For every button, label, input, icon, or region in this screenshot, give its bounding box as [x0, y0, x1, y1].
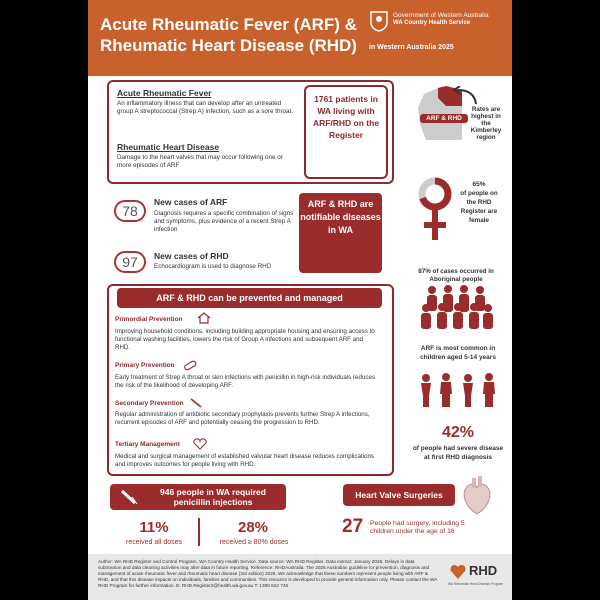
prevention-box	[107, 284, 394, 476]
rhd-logo-icon	[450, 564, 466, 580]
severe-text: of people had severe disease at first RHD diagnosis	[412, 445, 504, 461]
children-text: ARF is most common in children aged 5-14 years	[420, 345, 496, 361]
gov-line2: WA Country Health Service	[393, 20, 471, 26]
gov-line1: Government of Western Australia	[393, 12, 489, 19]
arf-new-title: New cases of ARF	[154, 197, 228, 207]
definitions-box	[107, 80, 394, 184]
register-stat: 1761 patients in WA living with ARF/RHD on the Register	[312, 94, 380, 140]
tertiary-text: Medical and surgical management of established valvular heart disease reduces complications and improves outcomes for people living with RHD.	[115, 453, 374, 468]
female-pct: 65%	[472, 181, 486, 188]
severe-pct: 42%	[441, 424, 475, 441]
surgery-banner: Heart Valve Surgeries	[343, 484, 455, 506]
arf-heading: Acute Rheumatic Fever	[117, 88, 212, 98]
arf-count: 78	[114, 200, 146, 222]
surgery-count: 27	[342, 516, 364, 537]
prevention-banner: ARF & RHD can be prevented and managed	[117, 288, 382, 308]
primordial-title: Primordial Prevention	[115, 316, 183, 323]
rhd-text: Damage to the heart valves that may occur following one or more episodes of ARF	[117, 154, 283, 169]
stat2-text: received ≥ 80% doses	[219, 539, 289, 546]
group-people-icon	[418, 284, 494, 330]
footer	[88, 554, 512, 600]
heart-organ-icon	[460, 476, 494, 516]
rhd-new-title: New cases of RHD	[154, 251, 229, 261]
rhd-logo-text: RHD	[469, 563, 498, 578]
poster	[88, 0, 512, 600]
arrow-icon	[450, 86, 478, 108]
footer-text: Author: WA RHD Register and Control Program, WA Country Health Service. Data source: WA RHD Register. Data extract: January 2026. Delays in data submission and data cleaning activities may alter data in future reporting. Reference: RHDAustralia. The 2025 Australian guideline for prevention, diagnosis and management of acute rheumatic fever and rheumatic heart disease (3rd edition) 2025. We acknowledge that these numbers represent people living with ARF & RHD, and that this disease impacts on individuals, families and communities. This resource is developed to provide general information only. Please contact the WA RHD Program for further information. E: RHD.Register2@health.wa.gov.au T: 1300 622 745	[98, 559, 438, 588]
heart-pulse-icon	[193, 438, 207, 450]
rhd-logo-sub: WA Rheumatic Heart Disease Program	[448, 582, 504, 586]
rhd-new-text: Echocardiogram is used to diagnose RHD	[154, 263, 272, 270]
title-line2: Rheumatic Heart Disease (RHD)	[100, 36, 357, 55]
syringe-small-icon	[189, 397, 203, 409]
register-box	[304, 85, 388, 179]
notifiable-box: ARF & RHD are notifiable diseases in WA	[299, 193, 382, 273]
syringe-icon	[120, 489, 138, 505]
primary-title: Primary Prevention	[115, 362, 175, 369]
female-symbol-icon	[417, 176, 453, 242]
divider	[198, 518, 200, 546]
surgery-text: People had surgery, including 5 children under the age of 16	[370, 520, 465, 535]
rhd-heading: Rheumatic Heart Disease	[117, 142, 220, 152]
children-icon	[416, 372, 500, 408]
arf-text: An inflammatory illness that can develop after an untreated group A streptococcal (Strep A) infection, such as a sore throat.	[117, 100, 294, 115]
subtitle: in Western Australia 2025	[369, 44, 454, 51]
house-icon	[197, 312, 211, 324]
stat1-pct: 11%	[139, 519, 169, 536]
female-text: of people on the RHD Register are female	[460, 190, 498, 224]
wa-crest-icon	[369, 10, 389, 32]
stat2-pct: 28%	[237, 519, 269, 536]
map-caption: Rates are highest in the Kimberley region	[470, 106, 502, 141]
injections-line1: 946 people in WA required	[160, 487, 266, 497]
injections-line2: penicillin injections	[173, 497, 253, 507]
primordial-text: Improving household conditions, including building appropriate housing and ensuring access to functional washing facilities, lowers the risk of Group A infections and subsequent ARF and RHD.	[115, 328, 375, 351]
aboriginal-text: 87% of cases occurred in Aboriginal people	[418, 268, 494, 283]
header	[88, 0, 512, 76]
injections-banner	[110, 484, 286, 510]
title-line1: Acute Rheumatic Fever (ARF) &	[100, 15, 357, 34]
map-label: ARF & RHD	[420, 114, 468, 123]
secondary-title: Secondary Prevention	[115, 400, 184, 407]
tertiary-title: Tertiary Management	[115, 441, 180, 448]
primary-text: Early treatment of Strep A throat or skin infections with penicillin in high-risk individuals reduces the risk of the likelihood of developing ARF.	[115, 374, 375, 389]
rhd-count: 97	[114, 251, 146, 273]
secondary-text: Regular administration of antibiotic secondary prophylaxis prevents further Strep A infections, recurrent episodes of ARF and potentially ceasing the progression to RHD.	[115, 411, 370, 426]
capsule-icon	[183, 359, 197, 371]
arf-new-text: Diagnosis requires a specific combination of signs and symptoms, plus evidence of a recent Strep A infection	[154, 210, 294, 233]
stat1-text: received all doses	[125, 539, 183, 546]
